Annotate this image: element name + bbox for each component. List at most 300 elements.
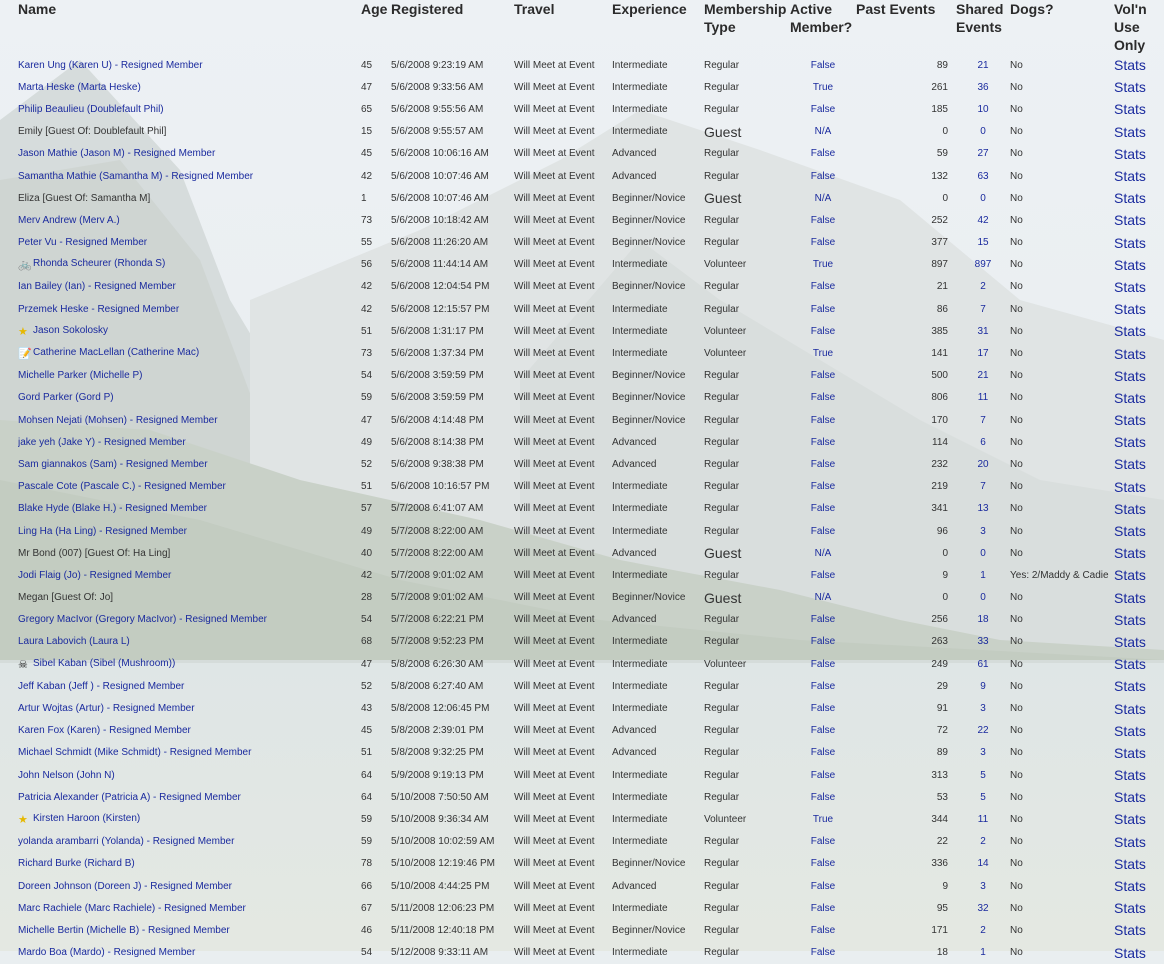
registered-cell: 5/6/2008 11:44:14 AM: [391, 259, 489, 271]
registered-cell: 5/7/2008 6:41:07 AM: [391, 503, 484, 515]
member-name-link[interactable]: Mohsen Nejati (Mohsen) - Resigned Member: [18, 414, 218, 426]
shared-events-cell: 36: [977, 81, 989, 93]
member-name-link[interactable]: Kirsten Haroon (Kirsten): [33, 812, 141, 824]
member-name-cell[interactable]: [18, 165, 361, 187]
dogs-cell: No: [1010, 103, 1023, 115]
member-name-link[interactable]: Marta Heske (Marta Heske): [18, 81, 141, 93]
member-name-cell[interactable]: [18, 298, 361, 320]
table-row: [0, 98, 1164, 120]
member-name-cell[interactable]: [18, 875, 361, 897]
stats-link[interactable]: Stats: [1114, 900, 1146, 917]
member-name-cell[interactable]: [18, 564, 361, 586]
dogs-cell: No: [1010, 237, 1023, 249]
stats-link[interactable]: Stats: [1114, 878, 1146, 895]
stats-link[interactable]: Stats: [1114, 789, 1146, 806]
shared-events-cell: 3: [980, 525, 986, 537]
header-membership-type[interactable]: Membership Type: [704, 1, 787, 35]
notepad-icon: 📝: [18, 348, 32, 361]
stats-cell: [1114, 542, 1164, 564]
age-cell: 55: [361, 237, 373, 249]
member-name-link[interactable]: Laura Labovich (Laura L): [18, 636, 130, 648]
stats-cell: [1114, 143, 1164, 165]
membership-type-cell: Volunteer: [704, 813, 747, 825]
member-name-link[interactable]: Sam giannakos (Sam) - Resigned Member: [18, 458, 208, 470]
member-name-link[interactable]: Patricia Alexander (Patricia A) - Resigned Member: [18, 791, 241, 803]
member-name-link[interactable]: Ian Bailey (Ian) - Resigned Member: [18, 281, 176, 293]
member-name-link[interactable]: Ling Ha (Ha Ling) - Resigned Member: [18, 525, 187, 537]
shared-events-cell: 5: [980, 769, 986, 781]
member-name-cell[interactable]: [18, 720, 361, 742]
stats-link[interactable]: Stats: [1114, 345, 1146, 362]
member-name-link[interactable]: Peter Vu - Resigned Member: [18, 237, 148, 249]
guest-name: Emily [Guest Of: Doublefault Phil]: [18, 126, 167, 138]
member-name-link[interactable]: Gregory MacIvor (Gregory MacIvor) - Resigned Member: [18, 614, 267, 626]
experience-cell: Intermediate: [612, 348, 668, 360]
stats-link[interactable]: Stats: [1114, 145, 1146, 162]
member-name-cell[interactable]: [18, 365, 361, 387]
age-cell: 51: [361, 481, 373, 493]
member-name-link[interactable]: Przemek Heske - Resigned Member: [18, 303, 180, 315]
row-spacer: [0, 764, 18, 786]
member-name-link[interactable]: Karen Fox (Karen) - Resigned Member: [18, 725, 191, 737]
registered-cell: 5/6/2008 3:59:59 PM: [391, 392, 484, 404]
stats-link[interactable]: Stats: [1114, 301, 1146, 318]
stats-cell: [1114, 298, 1164, 320]
stats-link[interactable]: Stats: [1114, 633, 1146, 650]
past-events-cell: 59: [936, 148, 948, 160]
membership-type-cell: Regular: [704, 214, 740, 226]
member-name-link[interactable]: Rhonda Scheurer (Rhonda S): [33, 258, 166, 270]
member-name-link[interactable]: Marc Rachiele (Marc Rachiele) - Resigned Member: [18, 902, 246, 914]
stats-link[interactable]: Stats: [1114, 833, 1146, 850]
dogs-cell: No: [1010, 281, 1023, 293]
member-name-link[interactable]: Merv Andrew (Merv A.): [18, 214, 120, 226]
member-name-link[interactable]: Jodi Flaig (Jo) - Resigned Member: [18, 569, 172, 581]
member-name-cell[interactable]: [18, 808, 361, 830]
stats-link[interactable]: Stats: [1114, 123, 1146, 140]
stats-link[interactable]: Stats: [1114, 678, 1146, 695]
past-events-cell: 0: [942, 547, 948, 559]
membership-type-cell: Regular: [704, 703, 740, 715]
active-member-cell: False: [810, 214, 836, 226]
stats-cell: [1114, 764, 1164, 786]
stats-cell: [1114, 875, 1164, 897]
table-row: [0, 697, 1164, 719]
shared-events-cell: 13: [977, 503, 989, 515]
past-events-cell: 89: [936, 59, 948, 71]
travel-cell: Will Meet at Event: [514, 214, 595, 226]
table-row: [0, 631, 1164, 653]
stats-link[interactable]: Stats: [1114, 523, 1146, 540]
row-spacer: [0, 121, 18, 143]
member-name-cell[interactable]: [18, 320, 361, 342]
stats-link[interactable]: Stats: [1114, 545, 1146, 562]
stats-link[interactable]: Stats: [1114, 944, 1146, 961]
member-name-cell[interactable]: [18, 276, 361, 298]
travel-cell: Will Meet at Event: [514, 192, 595, 204]
age-cell: 45: [361, 725, 373, 737]
shared-events-cell: 0: [980, 126, 986, 138]
past-events-cell: 806: [931, 392, 948, 404]
active-member-cell: False: [810, 414, 836, 426]
membership-type-cell: Regular: [704, 836, 740, 848]
member-name-cell[interactable]: [18, 254, 361, 276]
member-name-cell[interactable]: [18, 786, 361, 808]
member-name-cell[interactable]: [18, 498, 361, 520]
header-past-events[interactable]: Past Events: [856, 1, 936, 17]
member-name-link[interactable]: Sibel Kaban (Sibel (Mushroom)): [33, 657, 176, 669]
row-spacer: [0, 609, 18, 631]
shared-events-cell: 7: [980, 303, 986, 315]
member-name-link[interactable]: Karen Ung (Karen U) - Resigned Member: [18, 59, 203, 71]
member-name-link[interactable]: Catherine MacLellan (Catherine Mac): [33, 347, 200, 359]
table-row: [0, 720, 1164, 742]
experience-cell: Advanced: [612, 436, 657, 448]
stats-link[interactable]: Stats: [1114, 412, 1146, 429]
table-row: [0, 919, 1164, 941]
stats-cell: [1114, 675, 1164, 697]
experience-cell: Beginner/Novice: [612, 214, 686, 226]
active-member-cell: False: [810, 636, 836, 648]
active-member-cell: True: [812, 348, 834, 360]
stats-link[interactable]: Stats: [1114, 700, 1146, 717]
stats-link[interactable]: Stats: [1114, 744, 1146, 761]
age-cell: 42: [361, 281, 373, 293]
shared-events-cell: 15: [977, 237, 989, 249]
active-member-cell: False: [810, 148, 836, 160]
member-name-cell[interactable]: [18, 919, 361, 941]
stats-link[interactable]: Stats: [1114, 656, 1146, 673]
member-name-cell[interactable]: [18, 76, 361, 98]
row-spacer: [0, 143, 18, 165]
experience-cell: Intermediate: [612, 680, 668, 692]
member-name-cell[interactable]: [18, 387, 361, 409]
member-name-cell[interactable]: [18, 697, 361, 719]
member-name-link[interactable]: Pascale Cote (Pascale C.) - Resigned Member: [18, 481, 226, 493]
member-name-cell[interactable]: [18, 675, 361, 697]
header-registered[interactable]: Registered: [391, 1, 464, 17]
shared-events-cell: 0: [980, 192, 986, 204]
stats-link[interactable]: Stats: [1114, 611, 1146, 628]
member-name-cell[interactable]: [18, 853, 361, 875]
past-events-cell: 72: [936, 725, 948, 737]
stats-link[interactable]: Stats: [1114, 367, 1146, 384]
stats-cell: [1114, 853, 1164, 875]
member-name-cell[interactable]: [18, 831, 361, 853]
stats-link[interactable]: Stats: [1114, 389, 1146, 406]
stats-link[interactable]: Stats: [1114, 855, 1146, 872]
member-name-link[interactable]: Jeff Kaban (Jeff ) - Resigned Member: [18, 680, 185, 692]
member-name-cell[interactable]: [18, 609, 361, 631]
registered-cell: 5/8/2008 6:26:30 AM: [391, 658, 484, 670]
stats-link[interactable]: Stats: [1114, 168, 1146, 185]
active-member-cell: False: [810, 525, 836, 537]
member-name-cell[interactable]: [18, 453, 361, 475]
header-travel[interactable]: Travel: [514, 1, 555, 17]
guest-name: Megan [Guest Of: Jo]: [18, 592, 114, 604]
stats-link[interactable]: Stats: [1114, 567, 1146, 584]
dogs-cell: No: [1010, 747, 1023, 759]
stats-link[interactable]: Stats: [1114, 589, 1146, 606]
header-dogs[interactable]: Dogs?: [1010, 1, 1054, 17]
row-spacer: [0, 675, 18, 697]
experience-cell: Beginner/Novice: [612, 414, 686, 426]
member-name-link[interactable]: Mardo Boa (Mardo) - Resigned Member: [18, 947, 196, 959]
member-name-link[interactable]: Michael Schmidt (Mike Schmidt) - Resigned Member: [18, 747, 252, 759]
member-name-link[interactable]: Richard Burke (Richard B): [18, 858, 135, 870]
member-name-cell[interactable]: [18, 143, 361, 165]
table-row: [0, 564, 1164, 586]
age-cell: 67: [361, 902, 373, 914]
member-name-cell[interactable]: [18, 54, 361, 76]
age-cell: 28: [361, 592, 373, 604]
past-events-cell: 385: [931, 325, 948, 337]
member-name-cell: [18, 587, 361, 609]
member-name-cell[interactable]: [18, 342, 361, 364]
past-events-cell: 0: [942, 192, 948, 204]
member-name-link[interactable]: John Nelson (John N): [18, 769, 115, 781]
stats-link[interactable]: Stats: [1114, 234, 1146, 251]
experience-cell: Advanced: [612, 880, 657, 892]
member-name-link[interactable]: Artur Wojtas (Artur) - Resigned Member: [18, 703, 195, 715]
membership-type-cell: Regular: [704, 170, 740, 182]
stats-link[interactable]: Stats: [1114, 478, 1146, 495]
registered-cell: 5/10/2008 7:50:50 AM: [391, 791, 489, 803]
member-name-link[interactable]: Michelle Parker (Michelle P): [18, 370, 143, 382]
travel-cell: Will Meet at Event: [514, 170, 595, 182]
registered-cell: 5/8/2008 9:32:25 PM: [391, 747, 484, 759]
stats-link[interactable]: Stats: [1114, 101, 1146, 118]
membership-type-cell: Regular: [704, 370, 740, 382]
header-experience[interactable]: Experience: [612, 1, 687, 17]
past-events-cell: 91: [936, 703, 948, 715]
stats-cell: [1114, 897, 1164, 919]
member-name-link[interactable]: Gord Parker (Gord P): [18, 392, 114, 404]
stats-link[interactable]: Stats: [1114, 323, 1146, 340]
shared-events-cell: 11: [977, 813, 989, 825]
age-cell: 45: [361, 59, 373, 71]
member-name-link[interactable]: Michelle Bertin (Michelle B) - Resigned Member: [18, 924, 230, 936]
dogs-cell: No: [1010, 481, 1023, 493]
membership-type-cell: Volunteer: [704, 259, 747, 271]
header-age[interactable]: Age: [361, 1, 388, 17]
travel-cell: Will Meet at Event: [514, 103, 595, 115]
membership-type-cell: Regular: [704, 414, 740, 426]
shared-events-cell: 17: [977, 348, 989, 360]
member-name-cell[interactable]: [18, 409, 361, 431]
stats-cell: [1114, 165, 1164, 187]
past-events-cell: 89: [936, 747, 948, 759]
row-spacer: [0, 853, 18, 875]
member-name-link[interactable]: Jason Mathie (Jason M) - Resigned Member: [18, 148, 216, 160]
bicycle-icon: 🚲: [18, 259, 32, 272]
star-icon: ★: [18, 325, 28, 338]
member-name-cell[interactable]: [18, 942, 361, 964]
dogs-cell: No: [1010, 791, 1023, 803]
stats-cell: [1114, 431, 1164, 453]
registered-cell: 5/8/2008 2:39:01 PM: [391, 725, 484, 737]
member-name-cell[interactable]: [18, 764, 361, 786]
shared-events-cell: 3: [980, 747, 986, 759]
row-spacer: [0, 165, 18, 187]
stats-link[interactable]: Stats: [1114, 57, 1146, 74]
past-events-cell: 336: [931, 858, 948, 870]
registered-cell: 5/6/2008 8:14:38 PM: [391, 436, 484, 448]
row-spacer: [0, 564, 18, 586]
stats-cell: [1114, 232, 1164, 254]
stats-link[interactable]: Stats: [1114, 767, 1146, 784]
age-cell: 59: [361, 813, 373, 825]
membership-type-cell: Regular: [704, 59, 740, 71]
shared-events-cell: 5: [980, 791, 986, 803]
registered-cell: 5/6/2008 12:15:57 PM: [391, 303, 490, 315]
age-cell: 54: [361, 614, 373, 626]
dogs-cell: No: [1010, 547, 1023, 559]
stats-cell: [1114, 742, 1164, 764]
shared-events-cell: 6: [980, 436, 986, 448]
row-spacer: [0, 808, 18, 830]
age-cell: 78: [361, 858, 373, 870]
age-cell: 47: [361, 414, 373, 426]
row-spacer: [0, 631, 18, 653]
past-events-cell: 18: [936, 947, 948, 959]
experience-cell: Intermediate: [612, 791, 668, 803]
age-cell: 43: [361, 703, 373, 715]
stats-cell: [1114, 209, 1164, 231]
member-name-link[interactable]: jake yeh (Jake Y) - Resigned Member: [18, 436, 186, 448]
table-row: [0, 187, 1164, 209]
member-name-cell[interactable]: [18, 476, 361, 498]
stats-cell: [1114, 786, 1164, 808]
shared-events-cell: 21: [977, 370, 989, 382]
active-member-cell: False: [810, 791, 836, 803]
header-shared-events[interactable]: Shared Events: [956, 1, 1004, 35]
age-cell: 49: [361, 436, 373, 448]
stats-cell: [1114, 276, 1164, 298]
stats-link[interactable]: Stats: [1114, 811, 1146, 828]
row-spacer: [0, 476, 18, 498]
experience-cell: Intermediate: [612, 126, 668, 138]
member-name-cell[interactable]: [18, 431, 361, 453]
stats-link[interactable]: Stats: [1114, 500, 1146, 517]
past-events-cell: 96: [936, 525, 948, 537]
active-member-cell: False: [810, 458, 836, 470]
member-name-link[interactable]: Samantha Mathie (Samantha M) - Resigned Member: [18, 170, 254, 182]
past-events-cell: 114: [932, 436, 948, 448]
stats-cell: [1114, 808, 1164, 830]
dogs-cell: No: [1010, 259, 1023, 271]
registered-cell: 5/11/2008 12:06:23 PM: [391, 902, 495, 914]
age-cell: 57: [361, 503, 373, 515]
registered-cell: 5/6/2008 9:38:38 PM: [391, 458, 484, 470]
member-name-cell[interactable]: [18, 209, 361, 231]
stats-link[interactable]: Stats: [1114, 722, 1146, 739]
member-name-link[interactable]: yolanda arambarri (Yolanda) - Resigned Member: [18, 836, 235, 848]
age-cell: 54: [361, 370, 373, 382]
table-row: [0, 808, 1164, 830]
dogs-cell: No: [1010, 148, 1023, 160]
active-member-cell: False: [810, 836, 836, 848]
stats-link[interactable]: Stats: [1114, 278, 1146, 295]
member-name-cell[interactable]: [18, 897, 361, 919]
stats-link[interactable]: Stats: [1114, 190, 1146, 207]
past-events-cell: 232: [931, 458, 948, 470]
past-events-cell: 53: [936, 791, 948, 803]
row-spacer: [0, 831, 18, 853]
travel-cell: Will Meet at Event: [514, 281, 595, 293]
member-name-link[interactable]: Blake Hyde (Blake H.) - Resigned Member: [18, 503, 207, 515]
shared-events-cell: 1: [980, 569, 986, 581]
membership-type-cell: Regular: [704, 481, 740, 493]
stats-link[interactable]: Stats: [1114, 212, 1146, 229]
age-cell: 47: [361, 81, 373, 93]
member-name-cell: [18, 542, 361, 564]
stats-link[interactable]: Stats: [1114, 456, 1146, 473]
shared-events-cell: 2: [980, 924, 986, 936]
active-member-cell: N/A: [814, 592, 832, 604]
experience-cell: Intermediate: [612, 658, 668, 670]
age-cell: 52: [361, 458, 373, 470]
travel-cell: Will Meet at Event: [514, 81, 595, 93]
member-name-link[interactable]: Doreen Johnson (Doreen J) - Resigned Member: [18, 880, 232, 892]
age-cell: 42: [361, 569, 373, 581]
skull-icon: ☠: [18, 658, 28, 671]
table-row: [0, 897, 1164, 919]
past-events-cell: 252: [931, 214, 948, 226]
experience-cell: Intermediate: [612, 81, 668, 93]
past-events-cell: 9: [942, 569, 948, 581]
member-name-cell[interactable]: [18, 98, 361, 120]
active-member-cell: False: [810, 237, 836, 249]
active-member-cell: False: [810, 725, 836, 737]
table-header-row: [0, 0, 1164, 54]
member-name-cell[interactable]: [18, 520, 361, 542]
member-name-link[interactable]: Jason Sokolosky: [33, 324, 109, 336]
table-row: [0, 853, 1164, 875]
member-name-link[interactable]: Philip Beaulieu (Doublefault Phil): [18, 103, 164, 115]
registered-cell: 5/6/2008 10:18:42 AM: [391, 214, 489, 226]
travel-cell: Will Meet at Event: [514, 769, 595, 781]
age-cell: 54: [361, 947, 373, 959]
active-member-cell: False: [810, 747, 836, 759]
member-name-cell[interactable]: [18, 742, 361, 764]
member-name-cell[interactable]: [18, 232, 361, 254]
shared-events-cell: 9: [980, 680, 986, 692]
member-name-cell[interactable]: [18, 631, 361, 653]
stats-link[interactable]: Stats: [1114, 256, 1146, 273]
header-name[interactable]: Name: [18, 1, 57, 17]
membership-type-cell: Regular: [704, 281, 740, 293]
membership-type-cell: Regular: [704, 791, 740, 803]
stats-cell: [1114, 653, 1164, 675]
travel-cell: Will Meet at Event: [514, 858, 595, 870]
active-member-cell: N/A: [814, 547, 832, 559]
stats-link[interactable]: Stats: [1114, 79, 1146, 96]
active-member-cell: False: [810, 569, 836, 581]
stats-link[interactable]: Stats: [1114, 434, 1146, 451]
dogs-cell: No: [1010, 703, 1023, 715]
membership-type-cell: Guest: [704, 589, 742, 606]
stats-cell: [1114, 587, 1164, 609]
travel-cell: Will Meet at Event: [514, 836, 595, 848]
row-spacer: [0, 919, 18, 941]
header-active-member[interactable]: Active Member?: [790, 1, 853, 35]
membership-type-cell: Regular: [704, 148, 740, 160]
stats-link[interactable]: Stats: [1114, 922, 1146, 939]
member-name-cell[interactable]: [18, 653, 361, 675]
star-icon: ★: [18, 813, 28, 826]
experience-cell: Advanced: [612, 747, 657, 759]
